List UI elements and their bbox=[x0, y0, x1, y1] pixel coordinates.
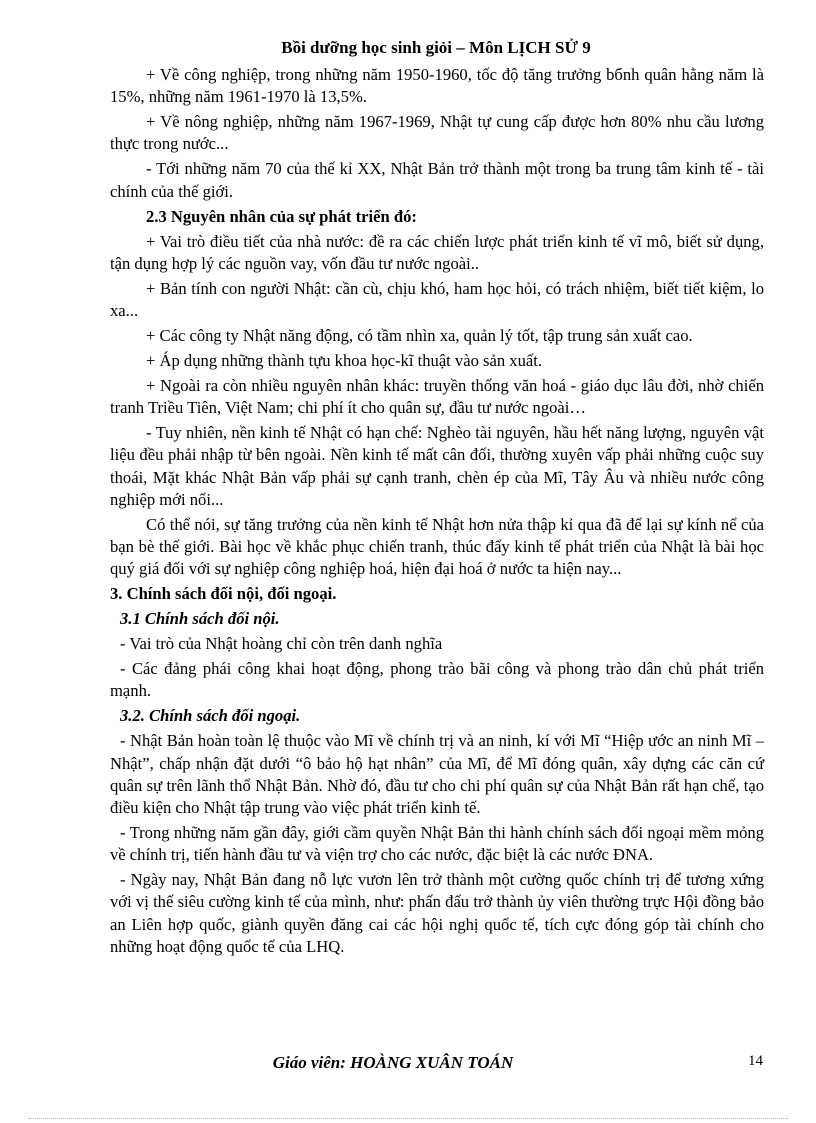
paragraph: + Về công nghiệp, trong những năm 1950-1960, tốc độ tăng trưởng bбnh quân hằng năm là 15%, những năm 1961-1970 là 13,5%. bbox=[110, 65, 764, 107]
paragraph: + Các công ty Nhật năng động, có tầm nhìn xa, quản lý tốt, tập trung sản xuất cao. bbox=[146, 326, 693, 346]
paragraph: + Ngoài ra còn nhiều nguyên nhân khác: truyền thống văn hoá - giáo dục lâu đời, nhờ chiến tranh Triều Tiên, Việt Nam; chi phí ít cho quân sự, đầu tư nước ngoài… bbox=[110, 376, 764, 418]
paragraph: - Ngày nay, Nhật Bản đang nỗ lực vươn lên trở thành một cường quốc chính trị để tương xứng với vị thế siêu cường kinh tế của mình, như: phấn đấu trở thành ủy viên thường trực Hội đồng bảo an Liên hợp quốc, giành quyền đăng cai các hội nghị quốc tế, tích cực đóng góp tài chính cho những hoạt động quốc tế của LHQ. bbox=[110, 870, 764, 956]
section-heading-3-1: 3.1 Chính sách đối nội. bbox=[120, 609, 280, 629]
section-heading-3: 3. Chính sách đối nội, đối ngoại. bbox=[110, 584, 337, 604]
page-number: 14 bbox=[748, 1053, 763, 1069]
paragraph: Có thể nói, sự tăng trưởng của nền kinh tế Nhật hơn nửa thập kỉ qua đã để lại sự kính nể của bạn bè thế giới. Bài học về khắc phục chiến tranh, thúc đẩy kinh tế phát triển của Nhật là bài học quý giá đối với sự nghiệp công nghiệp hoá, hiện đại hoá ở nước ta hiện nay... bbox=[110, 514, 764, 579]
section-heading-2-3: 2.3 Nguyên nhân của sự phát triển đó: bbox=[146, 206, 417, 226]
paragraph: + Bản tính con người Nhật: cần cù, chịu khó, ham học hỏi, có trách nhiệm, biết tiết kiệm, lo xa... bbox=[110, 278, 764, 321]
paragraph: - Nhật Bản hoàn toàn lệ thuộc vào Mĩ về chính trị và an ninh, kí với Mĩ “Hiệp ước an ninh Mĩ – Nhật”, chấp nhận đặt dưới “ô bảo hộ hạt nhân” của Mĩ, để Mĩ đóng quân, xây dựng các căn cứ quân sự trên lãnh thổ Nhật Bản. Nhờ đó, đầu tư cho chi phí quân sự của Nhật Bản rất hạn chế, tạo điều kiện cho Nhật tập trung vào việc phát triển kinh tế. bbox=[110, 731, 764, 818]
page-bottom-divider bbox=[28, 1118, 788, 1119]
paragraph: - Vai trò của Nhật hoàng chỉ còn trên danh nghĩa bbox=[120, 634, 443, 654]
paragraph: - Trong những năm gần đây, giới cầm quyền Nhật Bản thi hành chính sách đối ngoại mềm mỏng về chính trị, tiến hành đầu tư và viện trợ cho các nước, đặc biệt là các nước ĐNA. bbox=[110, 823, 764, 865]
page-content bbox=[110, 64, 764, 961]
paragraph: + Về nông nghiệp, những năm 1967-1969, Nhật tự cung cấp được hơn 80% nhu cầu lương thực trong nước... bbox=[110, 112, 764, 154]
paragraph: + Áp dụng những thành tựu khoa học-kĩ thuật vào sản xuất. bbox=[146, 351, 543, 371]
section-heading-3-2: 3.2. Chính sách đối ngoại. bbox=[120, 706, 301, 726]
footer-teacher: Giáo viên: HOÀNG XUÂN TOÁN bbox=[272, 1053, 514, 1072]
paragraph: + Vai trò điều tiết của nhà nước: đề ra các chiến lược phát triển kinh tế vĩ mô, biết sử dụng, tận dụng hợp lý các nguồn vay, vốn đầu tư nước ngoài.. bbox=[110, 231, 764, 273]
paragraph: - Tuy nhiên, nền kinh tế Nhật có hạn chế: Nghèo tài nguyên, hầu hết năng lượng, nguyên vật liệu đều phải nhập từ bên ngoài. Nền kinh tế mất cân đối, thường xuyên vấp phải những cuộc suy thoái, Mặt khác Nhật Bản vấp phải sự cạnh tranh, chèn ép của Mĩ, Tây Âu và nhiều nước công nghiệp mới nổi... bbox=[110, 423, 764, 509]
paragraph: - Tới những năm 70 của thế kỉ XX, Nhật Bản trở thành một trong ba trung tâm kinh tế - tài chính của thế giới. bbox=[110, 159, 764, 201]
page-header: Bồi dưỡng học sinh giỏi – Môn LỊCH SỬ 9 bbox=[281, 38, 591, 57]
paragraph: - Các đảng phái công khai hoạt động, phong trào bãi công và phong trào dân chủ phát triển mạnh. bbox=[110, 659, 764, 701]
